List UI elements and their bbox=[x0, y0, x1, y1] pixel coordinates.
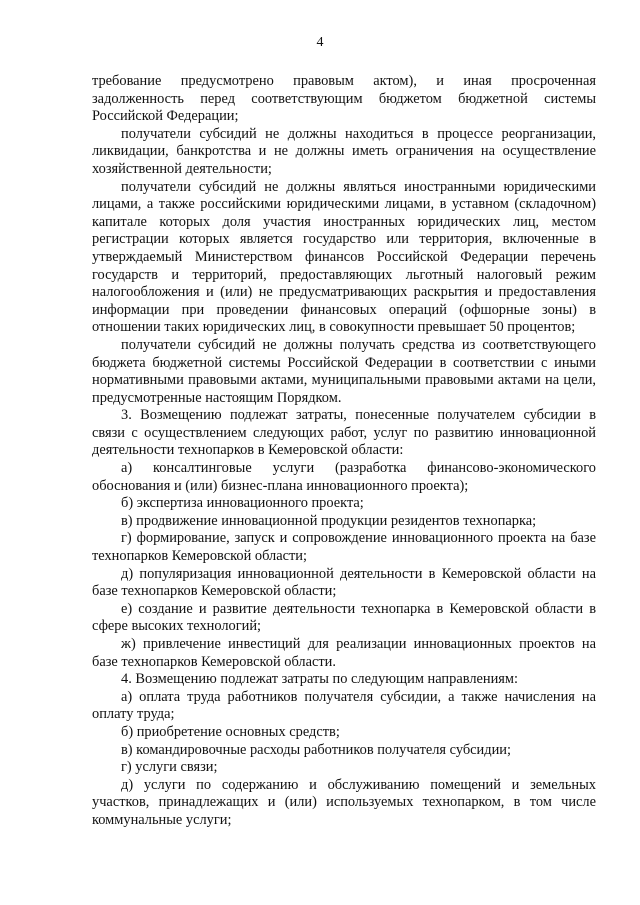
list-item-3d: д) популяризация инновационной деятельности в Кемеровской области на базе технопарков Кемеровской области; bbox=[92, 565, 596, 600]
paragraph-no-foreign-entities: получатели субсидий не должны являться иностранными юридическими лицами, а также российскими юридическими лицами, в уставном (складочном) капитале которых доля участия иностранных юридических лиц, местом регистрации которых является государство или территория, включенные в утверждаемый Министерством финансов Российской Федерации перечень государств и территорий, предоставляющих льготный налоговый режим налогообложения и (или) не предусматривающих раскрытия и предоставления информации при проведении финансовых операций (офшорные зоны) в отношении таких юридических лиц, в совокупности превышает 50 процентов; bbox=[92, 178, 596, 336]
list-item-3g: г) формирование, запуск и сопровождение инновационного проекта на базе технопарков Кемеровской области; bbox=[92, 530, 596, 565]
paragraph-no-other-funds: получатели субсидий не должны получать средства из соответствующего бюджета бюджетной системы Российской Федерации в соответствии с иными нормативными правовыми актами, муниципальными правовыми актами на цели, предусмотренные настоящим Порядком. bbox=[92, 336, 596, 406]
list-item-3b: б) экспертиза инновационного проекта; bbox=[121, 495, 364, 512]
document-body bbox=[92, 73, 596, 830]
page-number: 4 bbox=[316, 35, 324, 50]
list-item-3v: в) продвижение инновационной продукции резидентов технопарка; bbox=[121, 512, 537, 529]
paragraph-section-3: 3. Возмещению подлежат затраты, понесенные получателем субсидии в связи с осуществлением следующих работ, услуг по развитию инновационной деятельности технопарков в Кемеровской области: bbox=[92, 407, 596, 459]
list-item-3zh: ж) привлечение инвестиций для реализации инновационных проектов на базе технопарков Кемеровской области. bbox=[92, 636, 596, 670]
list-item-4d: д) услуги по содержанию и обслуживанию помещений и земельных участков, принадлежащих и (или) используемых технопарком, в том числе коммунальные услуги; bbox=[92, 776, 596, 828]
list-item-3e: е) создание и развитие деятельности технопарка в Кемеровской области в сфере высоких технологий; bbox=[92, 600, 596, 635]
list-item-4a: а) оплата труда работников получателя субсидии, а также начисления на оплату труда; bbox=[92, 688, 596, 723]
list-item-3a: а) консалтинговые услуги (разработка финансово-экономического обоснования и (или) бизнес-плана инновационного проекта); bbox=[92, 460, 596, 494]
paragraph-section-4: 4. Возмещению подлежат затраты по следующим направлениям: bbox=[121, 671, 519, 688]
list-item-4g: г) услуги связи; bbox=[121, 759, 218, 776]
paragraph-continuation: требование предусмотрено правовым актом), и иная просроченная задолженность перед соответствующим бюджетом бюджетной системы Российской Федерации; bbox=[92, 73, 596, 125]
list-item-4v: в) командировочные расходы работников получателя субсидии; bbox=[121, 741, 511, 758]
list-item-4b: б) приобретение основных средств; bbox=[121, 723, 340, 740]
paragraph-no-reorganization: получатели субсидий не должны находиться в процессе реорганизации, ликвидации, банкротства и не должны иметь ограничения на осуществление хозяйственной деятельности; bbox=[92, 125, 596, 177]
